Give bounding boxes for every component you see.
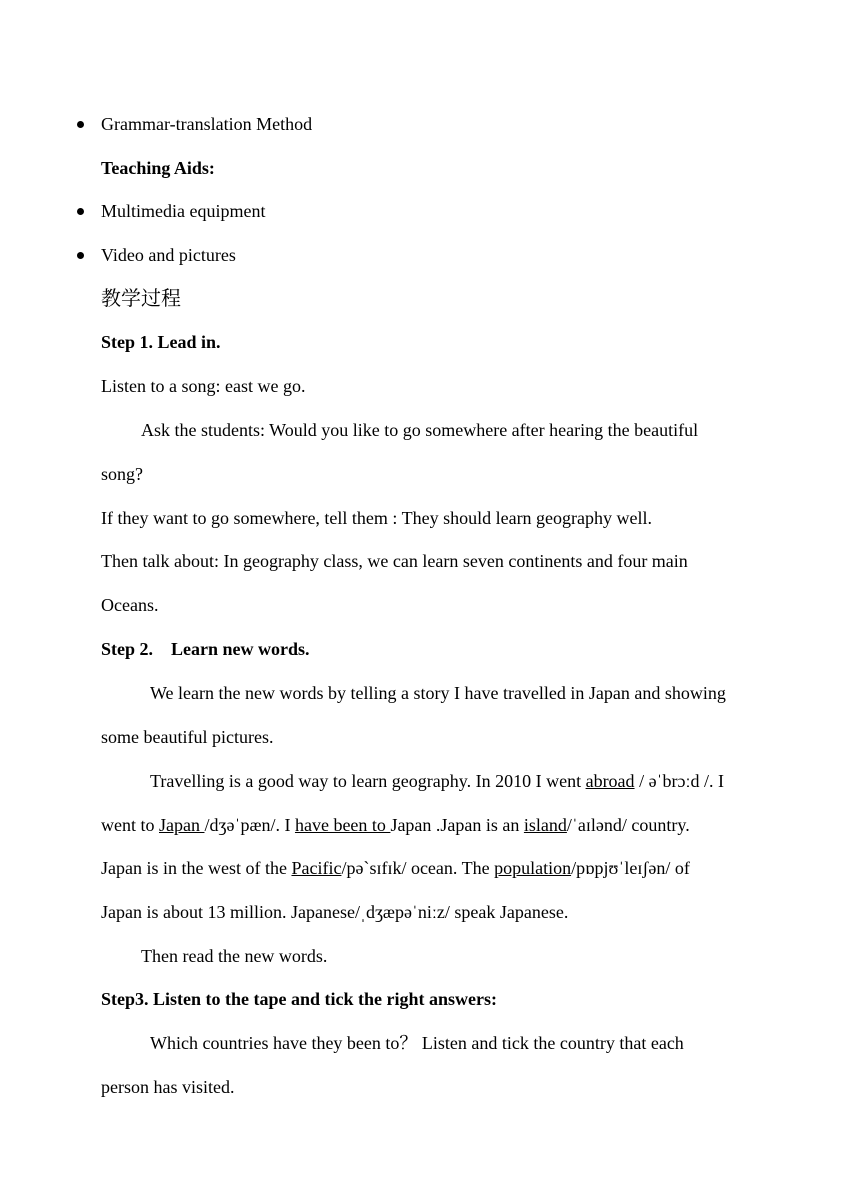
- step1-ask-cont: song?: [101, 464, 143, 484]
- story-text: went to: [101, 815, 159, 835]
- teaching-process-heading: 教学过程: [101, 286, 181, 310]
- bullet-icon: [77, 252, 84, 259]
- vocab-pacific: Pacific: [291, 858, 342, 878]
- vocab-population: population: [494, 858, 572, 878]
- aid-item: Multimedia equipment: [101, 201, 266, 221]
- step1-talk-cont: Oceans.: [101, 595, 159, 615]
- story-text: Japan is in the west of the: [101, 858, 292, 878]
- step1-ask: Ask the students: Would you like to go somewhere after hearing the beautiful: [141, 420, 699, 440]
- story-text: Travelling is a good way to learn geography. In 2010 I went: [150, 771, 586, 791]
- story-text: /ˈaɪlənd/ country.: [566, 815, 690, 835]
- vocab-abroad: abroad: [585, 771, 635, 791]
- story-text: /dʒəˈpæn/. I: [204, 815, 295, 835]
- step1-listen: Listen to a song: east we go.: [101, 376, 306, 396]
- step2-story-line: [150, 770, 724, 792]
- step1-tell: If they want to go somewhere, tell them : They should learn geography well.: [101, 508, 653, 528]
- step2-story-line: [101, 857, 690, 879]
- step3-question: Which countries have they been to？ Listen and tick the country that each: [150, 1033, 684, 1053]
- aid-item: Video and pictures: [101, 245, 236, 265]
- teaching-aids-heading: Teaching Aids:: [101, 158, 215, 178]
- step2-read: Then read the new words.: [141, 946, 328, 966]
- step2-intro-cont: some beautiful pictures.: [101, 727, 274, 747]
- vocab-japan: Japan: [159, 815, 205, 835]
- step3-heading: Step3. Listen to the tape and tick the right answers:: [101, 989, 497, 1009]
- step2-intro: We learn the new words by telling a story I have travelled in Japan and showing: [150, 683, 726, 703]
- story-text: / əˈbrɔːd /. I: [634, 771, 725, 791]
- method-item: Grammar-translation Method: [101, 114, 313, 134]
- story-text: /pɒpjʊˈleɪʃən/ of: [571, 858, 690, 878]
- story-text: /pə`sɪfɪk/ ocean. The: [341, 858, 495, 878]
- step3-question-cont: person has visited.: [101, 1077, 235, 1097]
- step1-talk: Then talk about: In geography class, we can learn seven continents and four main: [101, 551, 688, 571]
- bullet-icon: [77, 208, 84, 215]
- bullet-icon: [77, 121, 84, 128]
- vocab-have-been-to: have been to: [294, 815, 391, 835]
- vocab-island: island: [523, 815, 567, 835]
- step1-heading: Step 1. Lead in.: [101, 332, 221, 352]
- step2-story-line: [101, 814, 690, 836]
- story-text: Japan .Japan is an: [390, 815, 524, 835]
- step2-heading: Step 2. Learn new words.: [101, 639, 310, 659]
- step2-story-line: Japan is about 13 million. Japanese/ˌdʒæpəˈniːz/ speak Japanese.: [101, 902, 569, 922]
